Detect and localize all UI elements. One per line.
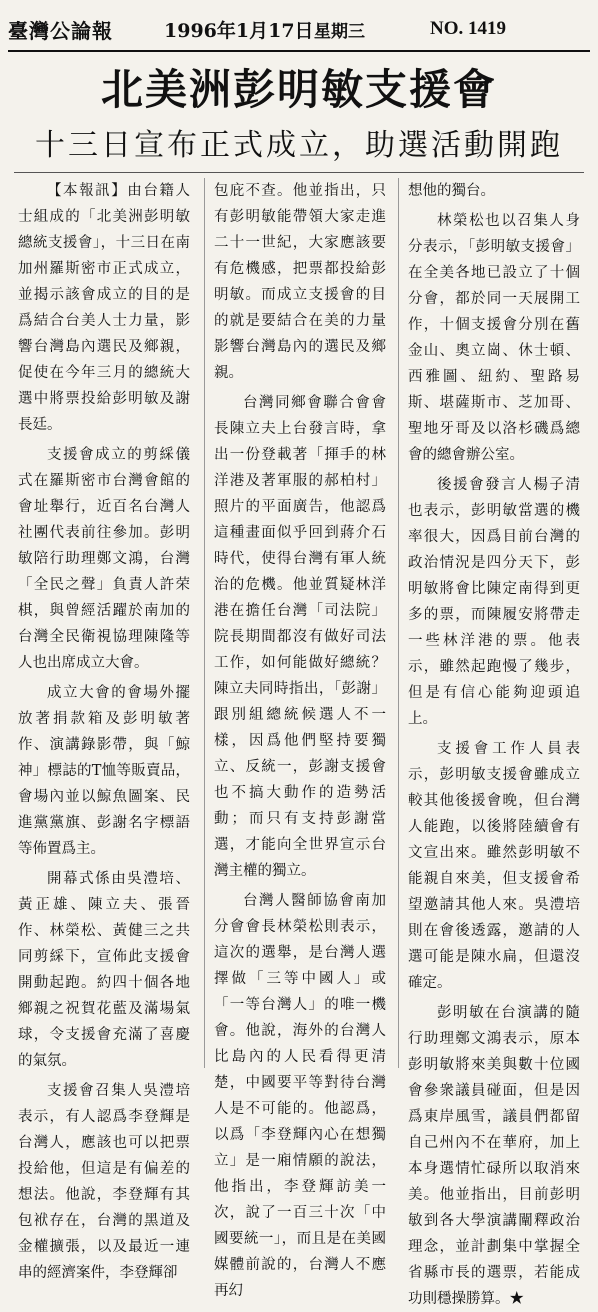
article-column-2 — [214, 178, 386, 1299]
headline: 北美洲彭明敏支援會 — [100, 65, 497, 114]
paragraph: 成立大會的會場外擺放著捐款箱及彭明敏著作、演講錄影帶，與「鯨神」標誌的T恤等販賣品，會場內並以鯨魚圖案、民進黨黨旗、彭謝名字標語等佈置爲主。 — [18, 685, 190, 857]
issue-weekday: 星期三 — [314, 21, 365, 42]
paragraph: 後援會發言人楊子清也表示，彭明敏當選的機率很大，因爲目前台灣的政治情況是四分天下，彭明敏將會比陳定南得到更多的票，而陳履安將帶走一些林洋港的票。他表示，雖然起跑慢了幾步，但是有信心能夠迎頭追上。 — [408, 477, 580, 727]
article-column-1 — [18, 178, 190, 1281]
issue-date: 1996年1月17日 — [164, 19, 314, 42]
paragraph: 林榮松也以召集人身分表示，「彭明敏支援會」在全美各地已設立了十個分會，都於同一天展開工作，十個支援會分別在舊金山、奧立崗、休士頓、西雅圖、紐約、聖路易斯、堪薩斯市、芝加哥、聖地牙哥及以洛杉磯爲總會的總會辦公室。 — [408, 213, 580, 463]
masthead — [8, 8, 590, 52]
paragraph: 支援會召集人吳澧培表示，有人認爲李登輝是台灣人，應該也可以把票投給他，但這是有偏差的想法。他說，李登輝有其包袱存在，台灣的黑道及金權擴張，以及最近一連串的經濟案件，李登輝卻 — [18, 1083, 190, 1281]
paragraph: 包庇不查。他並指出，只有彭明敏能帶領大家走進二十一世紀，大家應該要有危機感，把票都投給彭明敏。而成立支援會的目的就是要結合在美的力量影響台灣島內的選民及鄉親。 — [214, 183, 386, 381]
header-divider — [14, 172, 584, 173]
column-divider — [398, 178, 399, 1068]
column-divider — [204, 178, 205, 1068]
newspaper-name: 臺灣公論報 — [8, 18, 113, 43]
subheadline: 十三日宣布正式成立，助選活動開跑 — [35, 128, 563, 163]
paragraph: 開幕式係由吳澧培、黃正雄、陳立夫、張晉作、林榮松、黃健三之共同剪綵下，宣佈此支援會開動起跑。約四十個各地鄉親之祝賀花藍及滿場氣球，令支援會充滿了喜慶的氣氛。 — [18, 871, 190, 1069]
article-column-3 — [408, 178, 580, 1307]
paragraph: 支援會工作人員表示，彭明敏支援會雖成立較其他後援會晚，但台灣人能跑，以後將陸續會有文宣出來。雖然彭明敏不能親自來美，但支援會希望邀請其他人來。吳澧培則在會後透露，邀請的人選可能是陳水扁，但還沒確定。 — [408, 741, 580, 991]
paragraph: 台灣人醫師協會南加分會會長林榮松則表示，這次的選舉，是台灣人選擇做「三等中國人」或「一等台灣人」的唯一機會。他說，海外的台灣人比島內的人民看得更清楚，中國要平等對待台灣人是不可能的。他認爲，以爲「李登輝內心在想獨立」是一廂情願的說法，他指出，李登輝訪美一次，說了一百三十次「中國要統一」，而且是在美國媒體前說的，台灣人不應再幻 — [214, 893, 386, 1299]
paragraph: 想他的獨台。 — [408, 183, 495, 199]
paragraph: 【本報訊】由台籍人士組成的「北美洲彭明敏總統支援會」，十三日在南加州羅斯密市正式成立，並揭示該會成立的目的是爲結合台美人士力量，影響台灣島內選民及鄉親，促使在今年三月的總統大選中將票投給彭明敏及謝長廷。 — [18, 183, 190, 433]
issue-number: NO. 1419 — [430, 18, 506, 39]
paragraph: 彭明敏在台演講的隨行助理鄭文鴻表示，原本彭明敏將來美與數十位國會參衆議員碰面，但是因爲東岸風雪，議員們都留自己州內不在華府，加上本身選情忙碌所以取消來美。他並指出，目前彭明敏到各大學演講闡釋政治理念，並計劃集中掌握全省縣市長的選票，若能成功則穩操勝算。★ — [408, 1005, 580, 1307]
paragraph: 支援會成立的剪綵儀式在羅斯密市台灣會館的會址舉行，近百名台灣人社團代表前往參加。彭明敏陪行助理鄭文鴻，台灣「全民之聲」負責人許荣棋，與曾經活躍於南加的台灣全民衛視協理陳隆等人也出席成立大會。 — [18, 447, 190, 671]
paragraph: 台灣同鄉會聯合會會長陳立夫上台發言時，拿出一份登載著「揮手的林洋港及著軍服的郝柏村」照片的平面廣告，他認爲這種畫面似乎回到蔣介石時代，使得台灣有軍人統治的危機。他並質疑林洋港在擔任台灣「司法院」院長期間都沒有做好司法工作，如何能做好總統？陳立夫同時指出，「彭謝」跟別組總統候選人不一樣，因爲他們堅持要獨立、反統一，彭謝支援會也不搞大動作的造勢活動；而只有支持彭謝當選，才能向全世界宣示台灣主權的獨立。 — [214, 395, 386, 879]
